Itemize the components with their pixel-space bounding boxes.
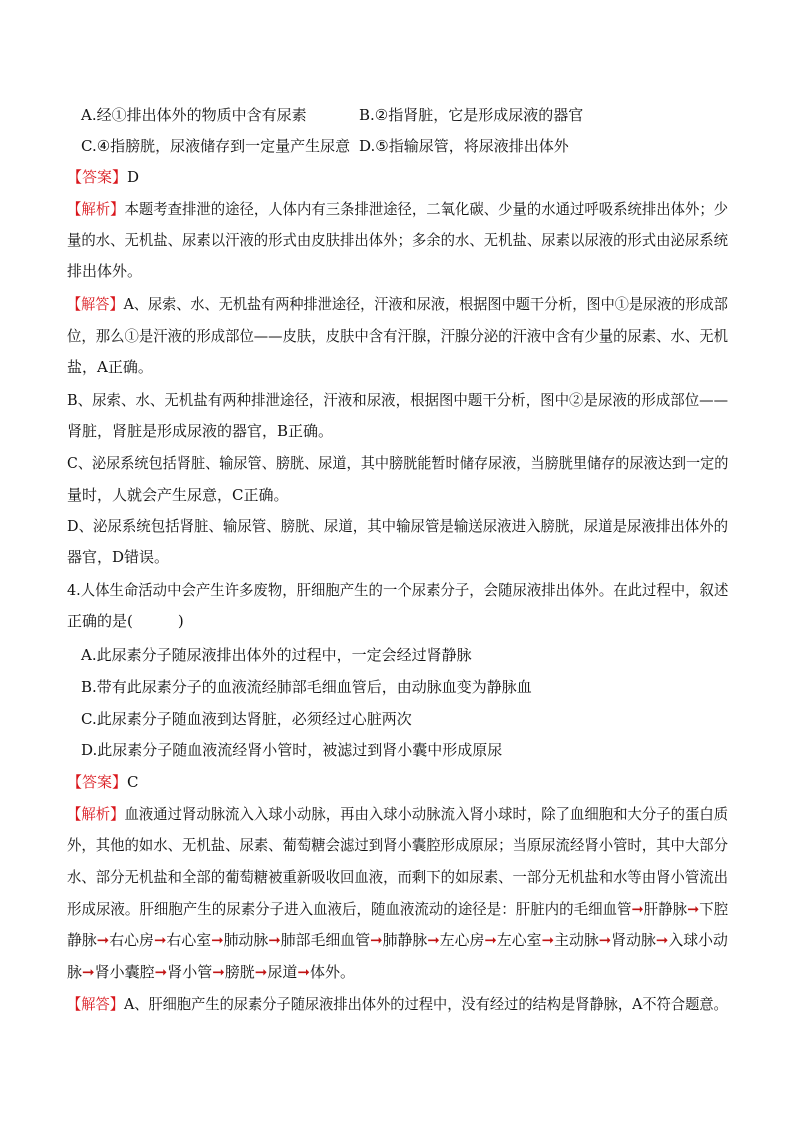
- q3-answer: [67, 167, 139, 187]
- q3-analysis-line: 【解析】本题考查排泄的途径，人体内有三条排泄途径，二氧化碳、少量的水通过呼吸系统排出体外；少: [67, 200, 729, 218]
- answer-tag: 【答案】: [67, 168, 128, 186]
- arrow-icon: ➞: [631, 900, 644, 918]
- arrow-icon: ➞: [212, 963, 225, 981]
- q3-solution-line: 器官，D错误。: [67, 548, 170, 566]
- arrow-icon: ➞: [370, 931, 383, 949]
- q3-solution-line: B、尿索、水、无机盐有两种排泄途径，汗液和尿液，根据图中题干分析，图中②是尿液的形成部位——: [67, 391, 729, 409]
- q4-option-c: C.此尿素分子随血液到达肾脏，必须经过心脏两次: [81, 710, 412, 728]
- answer-value: C: [127, 773, 139, 791]
- q4-pathway-line: 静脉➞右心房➞右心室➞肺动脉➞肺部毛细血管➞肺静脉➞左心房➞左心室➞主动脉➞肾动脉➞入球小动: [67, 931, 728, 949]
- arrow-icon: ➞: [541, 931, 555, 949]
- arrow-icon: ➞: [598, 931, 612, 949]
- analysis-tag: 【解析】: [67, 805, 125, 823]
- q3-solution-line: 位，那么①是汗液的形成部位——皮肤，皮肤中含有汗腺，汗腺分泌的汗液中含有少量的尿素、水、无机: [67, 327, 729, 345]
- q3-option-c: C.④指膀胱，尿液储存到一定量产生尿意: [81, 137, 351, 155]
- q3-solution-line: 肾脏，肾脏是形成尿液的器官，B正确。: [67, 422, 334, 440]
- q3-solution-line: D、泌尿系统包括肾脏、输尿管、膀胱、尿道，其中输尿管是输送尿液进入膀胱，尿道是尿液排出体外的: [67, 517, 729, 535]
- solution-tag: 【解答】: [67, 295, 124, 313]
- q4-analysis-line: 形成尿液。肝细胞产生的尿素分子进入血液后，随血液流动的途径是：肝脏内的毛细血管➞肝静脉➞下腔: [67, 900, 729, 918]
- arrow-icon: ➞: [268, 931, 281, 949]
- arrow-icon: ➞: [427, 931, 440, 949]
- q4-analysis-line: 外，其他的如水、无机盐、尿素、葡萄糖会滤过到肾小囊腔形成原尿；当原尿流经肾小管时，其中大部分: [67, 836, 729, 854]
- q4-option-d: D.此尿素分子随血液流经肾小管时，被滤过到肾小囊中形成原尿: [81, 741, 503, 759]
- q4-answer: [67, 772, 139, 792]
- q3-analysis-line: 排出体外。: [67, 262, 143, 280]
- q4-solution-line: 【解答】A、肝细胞产生的尿素分子随尿液排出体外的过程中，没有经过的结构是肾静脉，A不符合题意。: [67, 995, 728, 1013]
- q3-solution-line: 量时，人就会产生尿意，C正确。: [67, 486, 289, 504]
- arrow-icon: ➞: [154, 963, 168, 981]
- arrow-icon: ➞: [254, 963, 268, 981]
- answer-tag: 【答案】: [67, 773, 128, 791]
- q3-solution-line: 盐，A正确。: [67, 358, 153, 376]
- solution-tag: 【解答】: [67, 995, 124, 1013]
- arrow-icon: ➞: [687, 900, 700, 918]
- arrow-icon: ➞: [297, 963, 310, 981]
- arrow-icon: ➞: [484, 931, 497, 949]
- q4-option-b: B.带有此尿素分子的血液流经肺部毛细血管后，由动脉血变为静脉血: [81, 678, 532, 696]
- q3-option-d: D.⑤指输尿管，将尿液排出体外: [359, 137, 569, 155]
- q3-solution-line: 【解答】A、尿索、水、无机盐有两种排泄途径，汗液和尿液，根据图中题干分析，图中①是尿液的形成部: [67, 295, 728, 313]
- q3-solution-line: C、泌尿系统包括肾脏、输尿管、膀胱、尿道，其中膀胱能暂时储存尿液，当膀胱里储存的尿液达到一定的: [67, 454, 729, 472]
- arrow-icon: ➞: [211, 931, 224, 949]
- arrow-icon: ➞: [82, 963, 95, 981]
- q3-analysis-line: 量的水、无机盐、尿素以汗液的形式由皮肤排出体外；多余的水、无机盐、尿素以尿液的形式由泌尿系统: [67, 231, 729, 249]
- answer-value: D: [127, 168, 140, 186]
- q4-option-a: A.此尿素分子随尿液排出体外的过程中，一定会经过肾静脉: [81, 646, 472, 664]
- q3-option-a: A.经①排出体外的物质中含有尿素: [81, 106, 307, 124]
- arrow-icon: ➞: [96, 931, 110, 949]
- arrow-icon: ➞: [153, 931, 167, 949]
- analysis-tag: 【解析】: [67, 200, 125, 218]
- q3-option-b: B.②指肾脏，它是形成尿液的器官: [359, 106, 584, 124]
- arrow-icon: ➞: [655, 931, 669, 949]
- q4-stem-line: 4.人体生命活动中会产生许多废物，肝细胞产生的一个尿素分子，会随尿液排出体外。在此过程中，叙述: [67, 581, 729, 599]
- q4-pathway-line: 脉➞肾小囊腔➞肾小管➞膀胱➞尿道➞体外。: [67, 963, 355, 981]
- q4-stem-line: 正确的是( ): [67, 612, 184, 630]
- q4-analysis-line: 水、部分无机盐和全部的葡萄糖被重新吸收回血液，而剩下的如尿素、一部分无机盐和水等由肾小管流出: [67, 868, 729, 886]
- q4-analysis-line: 【解析】血液通过肾动脉流入入球小动脉，再由入球小动脉流入肾小球时，除了血细胞和大分子的蛋白质: [67, 805, 729, 823]
